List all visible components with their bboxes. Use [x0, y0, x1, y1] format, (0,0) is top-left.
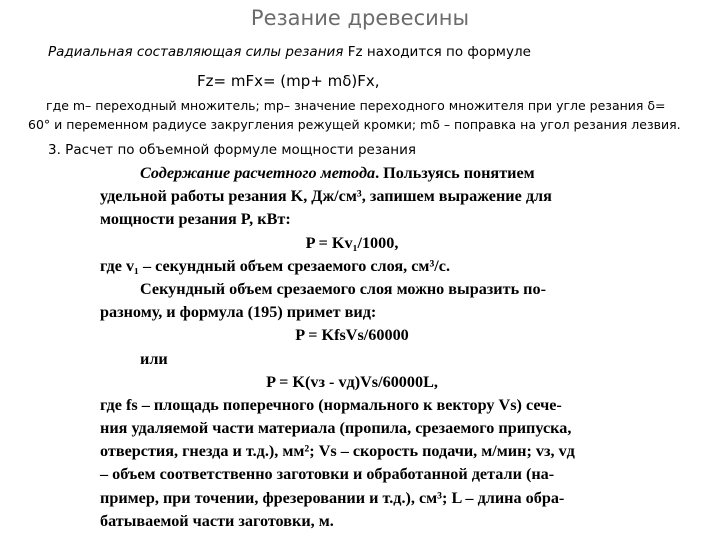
scan-text: . Пользуясь понятием	[375, 164, 535, 182]
scan-row: батываемой части заготовки, м.	[100, 511, 334, 530]
scan-row: отверстия, гнезда и т.д.), мм²; Vs – скорость подачи, м/мин; vз, vд	[100, 442, 575, 461]
scanned-text-block	[100, 162, 604, 533]
where-line-1: где m– переходный множитель; mp– значение переходного множителя при угле резания δ=	[46, 98, 666, 113]
scan-row: мощности резания P, кВт:	[100, 210, 291, 229]
section-3-heading: 3. Расчет по объемной формуле мощности резания	[48, 142, 417, 158]
radial-force-rest: Fz находится по формуле	[343, 44, 531, 60]
scan-row: Секундный объем срезаемого слоя можно выразить по-	[140, 279, 546, 298]
formula-p2: P = KfsVs/60000	[295, 326, 409, 345]
method-title: Содержание расчетного метода	[140, 164, 376, 182]
scan-row: ния удаляемой части материала (пропила, срезаемого припуска,	[100, 419, 572, 438]
force-formula: Fz= mFx= (mp+ mδ)Fx,	[197, 72, 380, 90]
radial-force-line	[48, 44, 531, 60]
formula-p3: P = K(vз - vд)Vs/60000L,	[266, 372, 438, 391]
scan-row: разному, и формула (195) примет вид:	[100, 303, 377, 322]
scan-row: удельной работы резания K, Дж/см³, запишем выражение для	[100, 187, 552, 206]
scan-row: пример, при точении, фрезеровании и т.д.), см³; L – длина обра-	[100, 488, 565, 507]
scan-row: где fs – площадь поперечного (нормального к вектору Vs) сече-	[100, 395, 562, 414]
slide-title: Резание древесины	[250, 6, 470, 30]
formula-p1: P = Kv₁/1000,	[305, 233, 399, 252]
or-word: или	[140, 349, 168, 368]
where-line-2: 60° и переменном радиусе закругления режущей кромки; mδ – поправка на угол резания лезвия.	[28, 117, 681, 132]
scan-row: где v₁ – секундный объем срезаемого слоя, см³/с.	[100, 256, 451, 275]
scan-row: – объем соответственно заготовки и обработанной детали (на-	[100, 465, 555, 484]
radial-force-italic: Радиальная составляющая силы резания	[48, 44, 344, 60]
scan-row	[100, 162, 604, 185]
